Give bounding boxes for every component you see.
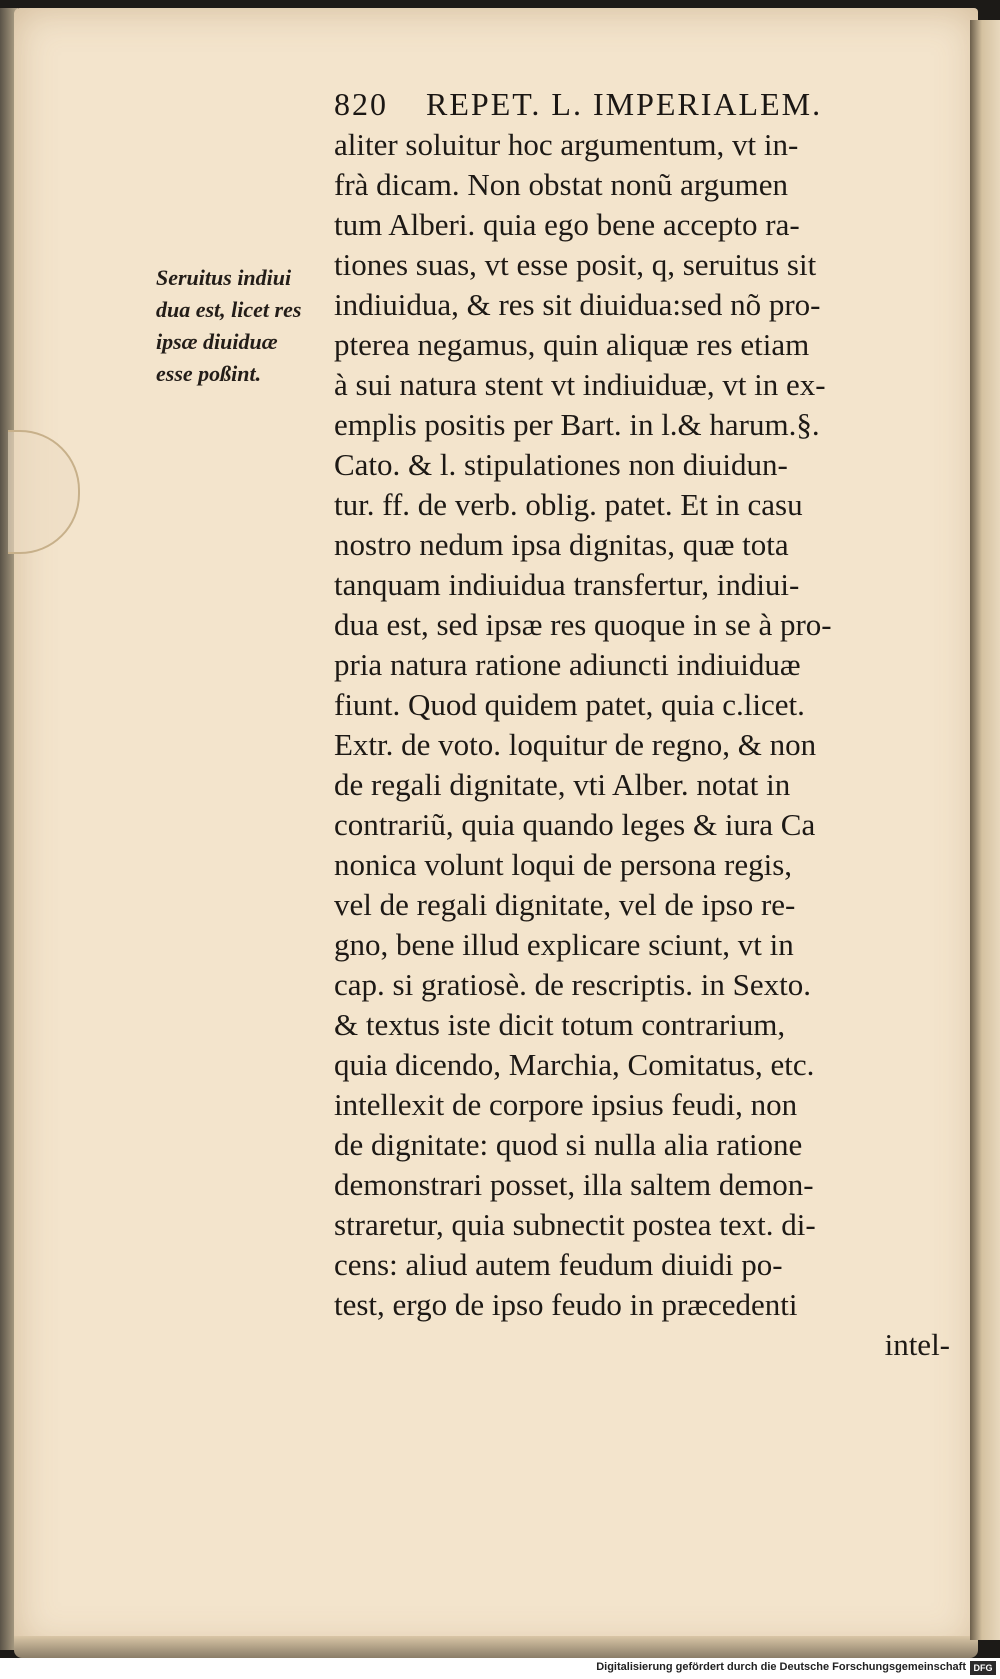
text-line: quia dicendo, Marchia, Comitatus, etc. xyxy=(334,1047,815,1082)
text-line: indiuidua, & res sit diuidua:sed nõ pro- xyxy=(334,287,821,322)
marginal-note xyxy=(156,262,328,390)
text-line: tanquam indiuidua transfertur, indiui- xyxy=(334,567,800,602)
marginal-note-line: dua est, licet res xyxy=(156,297,302,322)
text-line: vel de regali dignitate, vel de ipso re- xyxy=(334,887,796,922)
text-line: Cato. & l. stipulationes non diuidun- xyxy=(334,447,788,482)
text-line: Extr. de voto. loquitur de regno, & non xyxy=(334,727,817,762)
text-line: nonica volunt loqui de persona regis, xyxy=(334,847,793,882)
text-line: à sui natura stent vt indiuiduæ, vt in ex- xyxy=(334,367,826,402)
text-line: & textus iste dicit totum contrarium, xyxy=(334,1007,786,1042)
marginal-note-line: esse poßint. xyxy=(156,361,262,386)
footer-credit: Digitalisierung gefördert durch die Deutsche Forschungsgemeinschaft xyxy=(596,1661,966,1673)
text-line: demonstrari posset, illa saltem demon- xyxy=(334,1167,814,1202)
text-line: tur. ff. de verb. oblig. patet. Et in casu xyxy=(334,487,803,522)
text-line: pria natura ratione adiuncti indiuiduæ xyxy=(334,647,801,682)
text-line: aliter soluitur hoc argumentum, vt in- xyxy=(334,127,799,162)
text-line: cap. si gratiosè. de rescriptis. in Sexto. xyxy=(334,967,811,1002)
text-line: dua est, sed ipsæ res quoque in se à pro- xyxy=(334,607,832,642)
facing-page-edge xyxy=(970,20,1000,1640)
text-line: straretur, quia subnectit postea text. di- xyxy=(334,1207,816,1242)
text-line: tiones suas, vt esse posit, q, seruitus sit xyxy=(334,247,817,282)
text-line: de dignitate: quod si nulla alia ratione xyxy=(334,1127,803,1162)
text-line: tum Alberi. quia ego bene accepto ra- xyxy=(334,207,800,242)
text-line: cens: aliud autem feudum diuidi po- xyxy=(334,1247,783,1282)
text-line: gno, bene illud explicare sciunt, vt in xyxy=(334,927,794,962)
page-bottom-edge xyxy=(14,1636,978,1658)
digitization-footer xyxy=(0,1658,1000,1679)
text-line: intellexit de corpore ipsius feudi, non xyxy=(334,1087,798,1122)
text-line: test, ergo de ipso feudo in præcedenti xyxy=(334,1287,798,1322)
text-line: de regali dignitate, vti Alber. notat in xyxy=(334,767,791,802)
text-line: contrariũ, quia quando leges & iura Ca xyxy=(334,807,816,842)
page-number: 820 xyxy=(334,86,388,122)
running-title: REPET. L. IMPERIALEM. xyxy=(426,86,823,122)
catchword: intel- xyxy=(884,1327,950,1362)
body-text xyxy=(334,125,950,1365)
marginal-note-line: ipsæ diuiduæ xyxy=(156,329,278,354)
text-line: frà dicam. Non obstat nonũ argumen xyxy=(334,167,788,202)
dfg-logo: DFG xyxy=(970,1661,996,1675)
text-line: pterea negamus, quin aliquæ res etiam xyxy=(334,327,810,362)
text-line: nostro nedum ipsa dignitas, quæ tota xyxy=(334,527,789,562)
text-line: emplis positis per Bart. in l.& harum.§. xyxy=(334,407,820,442)
text-line: fiunt. Quod quidem patet, quia c.licet. xyxy=(334,687,805,722)
marginal-note-line: Seruitus indiui xyxy=(156,265,292,290)
